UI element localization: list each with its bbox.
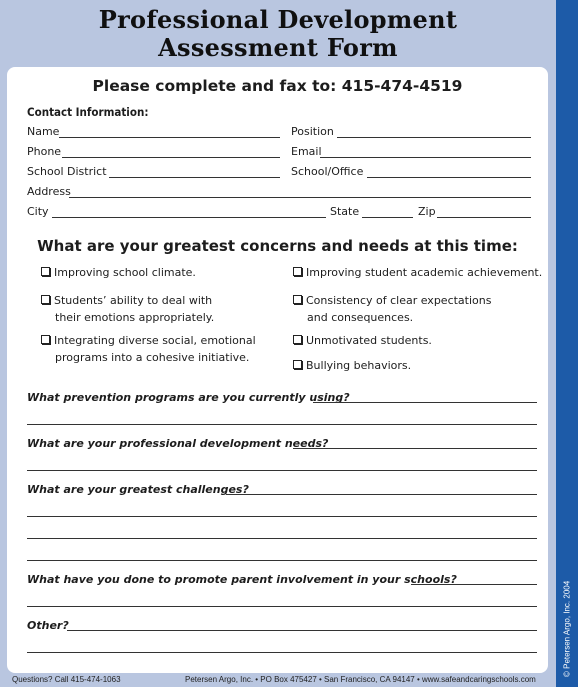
school-office-field[interactable] xyxy=(367,177,531,178)
address-label: Address xyxy=(27,185,71,198)
address-field[interactable] xyxy=(69,197,531,198)
phone-field[interactable] xyxy=(62,157,280,158)
answer-other-line2[interactable] xyxy=(27,652,537,653)
checkbox-unmotivated[interactable]: Unmotivated students. xyxy=(293,332,432,349)
checkbox-icon[interactable] xyxy=(41,335,50,344)
checkbox-icon[interactable] xyxy=(293,335,302,344)
answer-challenges-line3[interactable] xyxy=(27,538,537,539)
position-label: Position xyxy=(291,125,334,138)
city-field[interactable] xyxy=(52,217,326,218)
form-card xyxy=(7,67,548,673)
checkbox-academic[interactable]: Improving student academic achievement. xyxy=(293,264,542,281)
school-district-label: School District xyxy=(27,165,107,178)
checkbox-improving-climate[interactable]: Improving school climate. xyxy=(41,264,196,281)
answer-challenges-line1[interactable] xyxy=(226,494,537,495)
zip-label: Zip xyxy=(418,205,436,218)
question-pd-needs: What are your professional development needs? xyxy=(27,437,329,450)
checkbox-icon[interactable] xyxy=(41,267,50,276)
question-challenges: What are your greatest challenges? xyxy=(27,483,249,496)
checkbox-icon[interactable] xyxy=(293,295,302,304)
answer-other-line1[interactable] xyxy=(67,630,537,631)
name-field[interactable] xyxy=(59,137,280,138)
email-label: Email xyxy=(291,145,322,158)
checkbox-icon[interactable] xyxy=(293,267,302,276)
footer-address: Petersen Argo, Inc. • PO Box 475427 • San Francisco, CA 94147 • www.safeandcaringschools.com xyxy=(185,675,536,684)
concerns-heading: What are your greatest concerns and needs at this time: xyxy=(37,237,518,255)
fax-instruction: Please complete and fax to: 415-474-4519 xyxy=(92,77,463,95)
position-field[interactable] xyxy=(337,137,531,138)
phone-label: Phone xyxy=(27,145,62,158)
footer-phone: Questions? Call 415-474-1063 xyxy=(12,675,121,684)
checkbox-icon[interactable] xyxy=(41,295,50,304)
checkbox-bullying[interactable]: Bullying behaviors. xyxy=(293,357,411,374)
checkbox-emotions[interactable]: Students’ ability to deal with their emotions appropriately. xyxy=(41,292,214,326)
checkbox-expectations[interactable]: Consistency of clear expectations and consequences. xyxy=(293,292,491,326)
answer-parent-line2[interactable] xyxy=(27,606,537,607)
state-label: State xyxy=(330,205,360,218)
copyright-text: © Petersen Argo, Inc. 2004 xyxy=(562,580,572,677)
school-district-field[interactable] xyxy=(109,177,280,178)
contact-info-heading: Contact Information: xyxy=(27,105,149,119)
form-title-line2: Assessment Form xyxy=(158,33,398,62)
answer-pd-needs-line2[interactable] xyxy=(27,470,537,471)
form-title-line1: Professional Development xyxy=(98,5,458,34)
answer-parent-line1[interactable] xyxy=(411,584,537,585)
question-other: Other? xyxy=(27,619,69,632)
checkbox-icon[interactable] xyxy=(293,360,302,369)
city-label: City xyxy=(27,205,49,218)
name-label: Name xyxy=(27,125,60,138)
sidebar-stripe xyxy=(556,0,578,687)
school-office-label: School/Office xyxy=(291,165,364,178)
email-field[interactable] xyxy=(320,157,531,158)
answer-prevention-line1[interactable] xyxy=(313,402,537,403)
answer-pd-needs-line1[interactable] xyxy=(293,448,537,449)
answer-challenges-line4[interactable] xyxy=(27,560,537,561)
answer-challenges-line2[interactable] xyxy=(27,516,537,517)
checkbox-integrating[interactable]: Integrating diverse social, emotional programs into a cohesive initiative. xyxy=(41,332,256,366)
answer-prevention-line2[interactable] xyxy=(27,424,537,425)
question-parent-involvement: What have you done to promote parent involvement in your schools? xyxy=(27,573,457,586)
question-prevention: What prevention programs are you currently using? xyxy=(27,391,350,404)
zip-field[interactable] xyxy=(437,217,531,218)
state-field[interactable] xyxy=(362,217,413,218)
